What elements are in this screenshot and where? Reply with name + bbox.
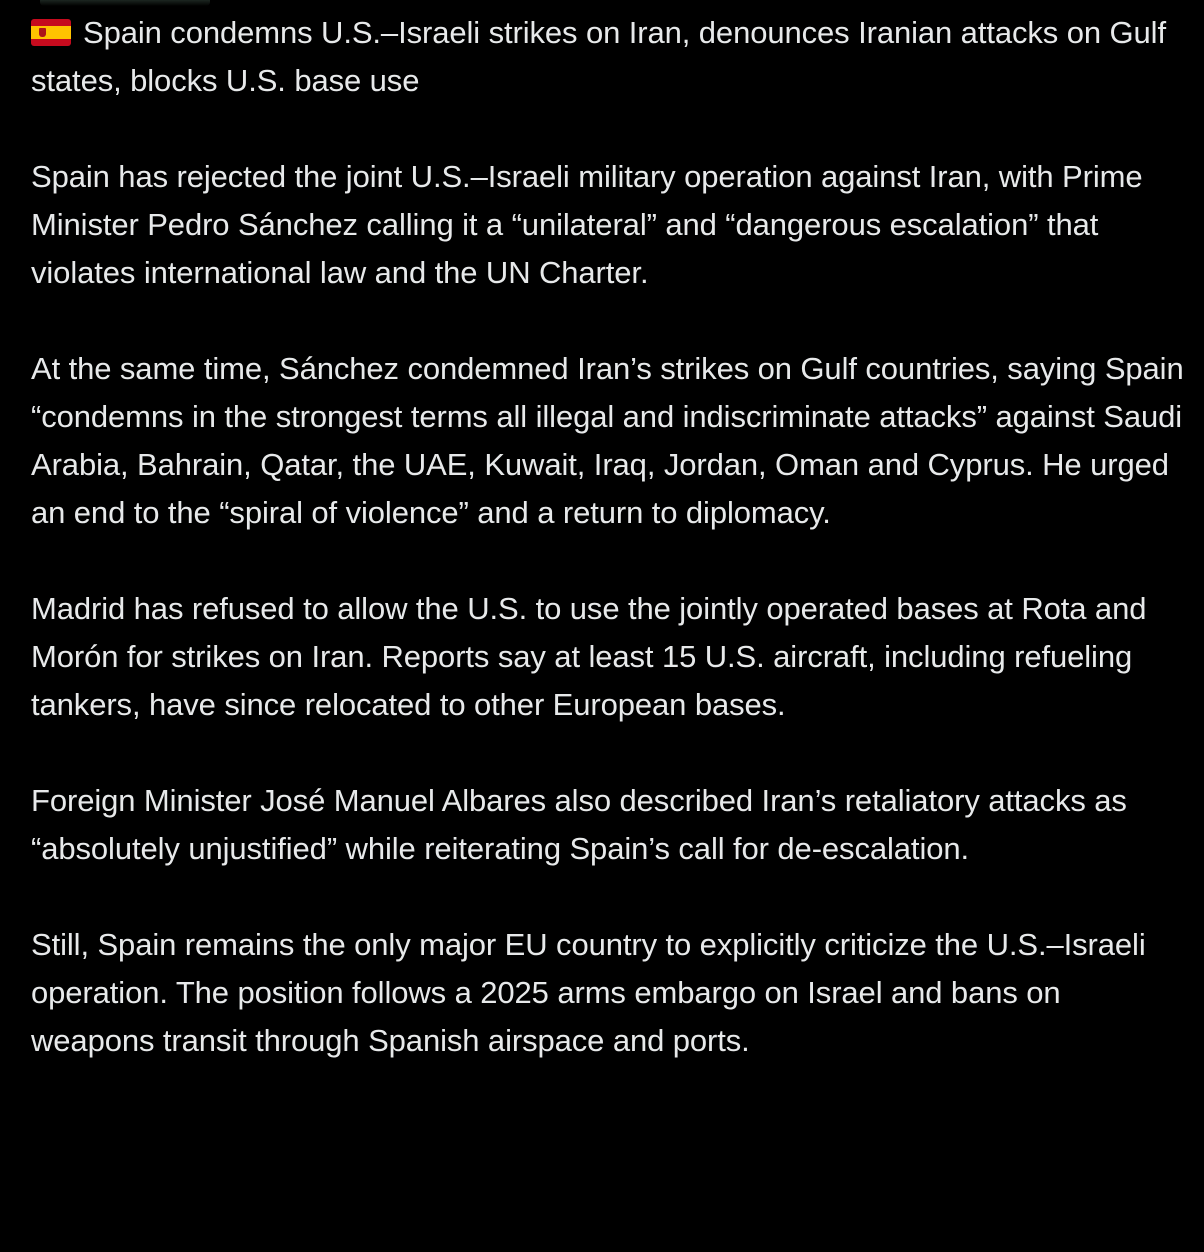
post-paragraph-3: Madrid has refused to allow the U.S. to use the jointly operated bases at Rota and Morón for strikes on Iran. Reports say at least 15 U.S. aircraft, including refueling tankers, have since relocated to other European bases. [31, 591, 1147, 722]
post-paragraph-1: Spain has rejected the joint U.S.–Israeli military operation against Iran, with Prime Minister Pedro Sánchez calling it a “unilateral” and “dangerous escalation” that violates international law and the UN Charter. [31, 159, 1143, 290]
post-text [31, 9, 1191, 1113]
spain-flag-icon [31, 19, 71, 46]
post-headline-paragraph [31, 9, 1191, 105]
top-edge-shadow [40, 0, 210, 6]
post-paragraph-4: Foreign Minister José Manuel Albares also described Iran’s retaliatory attacks as “absolutely unjustified” while reiterating Spain’s call for de-escalation. [31, 783, 1127, 866]
post-paragraph-2: At the same time, Sánchez condemned Iran’s strikes on Gulf countries, saying Spain “condemns in the strongest terms all illegal and indiscriminate attacks” against Saudi Arabia, Bahrain, Qatar, the UAE, Kuwait, Iraq, Jordan, Oman and Cyprus. He urged an end to the “spiral of violence” and a return to diplomacy. [31, 351, 1184, 530]
post-paragraph-5: Still, Spain remains the only major EU country to explicitly criticize the U.S.–Israeli operation. The position follows a 2025 arms embargo on Israel and bans on weapons transit through Spanish airspace and ports. [31, 927, 1146, 1058]
post-headline: Spain condemns U.S.–Israeli strikes on Iran, denounces Iranian attacks on Gulf states, blocks U.S. base use [31, 15, 1166, 98]
